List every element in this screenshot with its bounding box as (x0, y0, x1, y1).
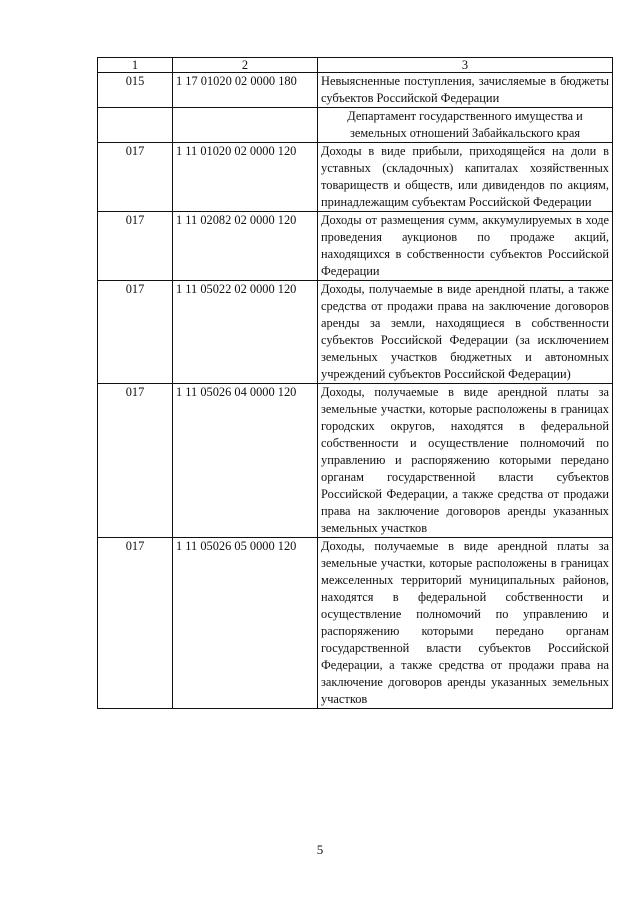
table-header-row (98, 58, 613, 73)
header-col-1: 1 (98, 58, 173, 73)
admin-code-cell: 017 (98, 384, 173, 538)
budget-code-cell: 1 11 05022 02 0000 120 (173, 281, 318, 384)
budget-code-cell: 1 17 01020 02 0000 180 (173, 73, 318, 108)
budget-code-cell: 1 11 05026 04 0000 120 (173, 384, 318, 538)
description-cell: Невыясненные поступления, зачисляемые в бюджеты субъектов Российской Федерации (318, 73, 613, 108)
description-cell: Доходы, получаемые в виде арендной платы за земельные участки, которые расположены в границах межселенных территорий муниципальных районов, находятся в федеральной собственности и осуществление полномочий по управлению и распоряжению которыми передано органам государственной власти субъектов Российской Федерации, а также средства от продажи права на заключение договоров аренды указанных земельных участков (318, 538, 613, 709)
admin-code-cell: 015 (98, 73, 173, 108)
admin-code-cell: 017 (98, 281, 173, 384)
revenue-codes-table (97, 57, 613, 709)
description-cell: Доходы от размещения сумм, аккумулируемых в ходе проведения аукционов по продаже акций, находящихся в собственности субъектов Российской Федерации (318, 212, 613, 281)
table-row (98, 212, 613, 281)
table-row (98, 281, 613, 384)
table-row (98, 73, 613, 108)
description-cell: Доходы в виде прибыли, приходящейся на доли в уставных (складочных) капиталах хозяйственных товариществ и обществ, или дивидендов по акциям, принадлежащим субъектам Российской Федерации (318, 143, 613, 212)
header-col-3: 3 (318, 58, 613, 73)
admin-code-cell: 017 (98, 143, 173, 212)
description-cell: Доходы, получаемые в виде арендной платы за земельные участки, которые расположены в границах городских округов, находятся в федеральной собственности и осуществление полномочий по управлению и распоряжению которыми передано органам государственной власти субъектов Российской Федерации, а также средства от продажи права на заключение договоров аренды указанных земельных участков (318, 384, 613, 538)
budget-code-cell (173, 108, 318, 143)
admin-code-cell: 017 (98, 538, 173, 709)
table-row (98, 538, 613, 709)
department-title-cell: Департамент государственного имущества и земельных отношений Забайкальского края (318, 108, 613, 143)
budget-code-cell: 1 11 05026 05 0000 120 (173, 538, 318, 709)
table-row (98, 384, 613, 538)
header-col-2: 2 (173, 58, 318, 73)
admin-code-cell: 017 (98, 212, 173, 281)
department-header-row (98, 108, 613, 143)
description-cell: Доходы, получаемые в виде арендной платы, а также средства от продажи права на заключение договоров аренды за земли, находящиеся в собственности субъектов Российской Федерации (за исключением земельных участков бюджетных и автономных учреждений субъектов Российской Федерации) (318, 281, 613, 384)
table-row (98, 143, 613, 212)
admin-code-cell (98, 108, 173, 143)
page-number: 5 (316, 842, 324, 857)
budget-code-cell: 1 11 01020 02 0000 120 (173, 143, 318, 212)
budget-code-cell: 1 11 02082 02 0000 120 (173, 212, 318, 281)
